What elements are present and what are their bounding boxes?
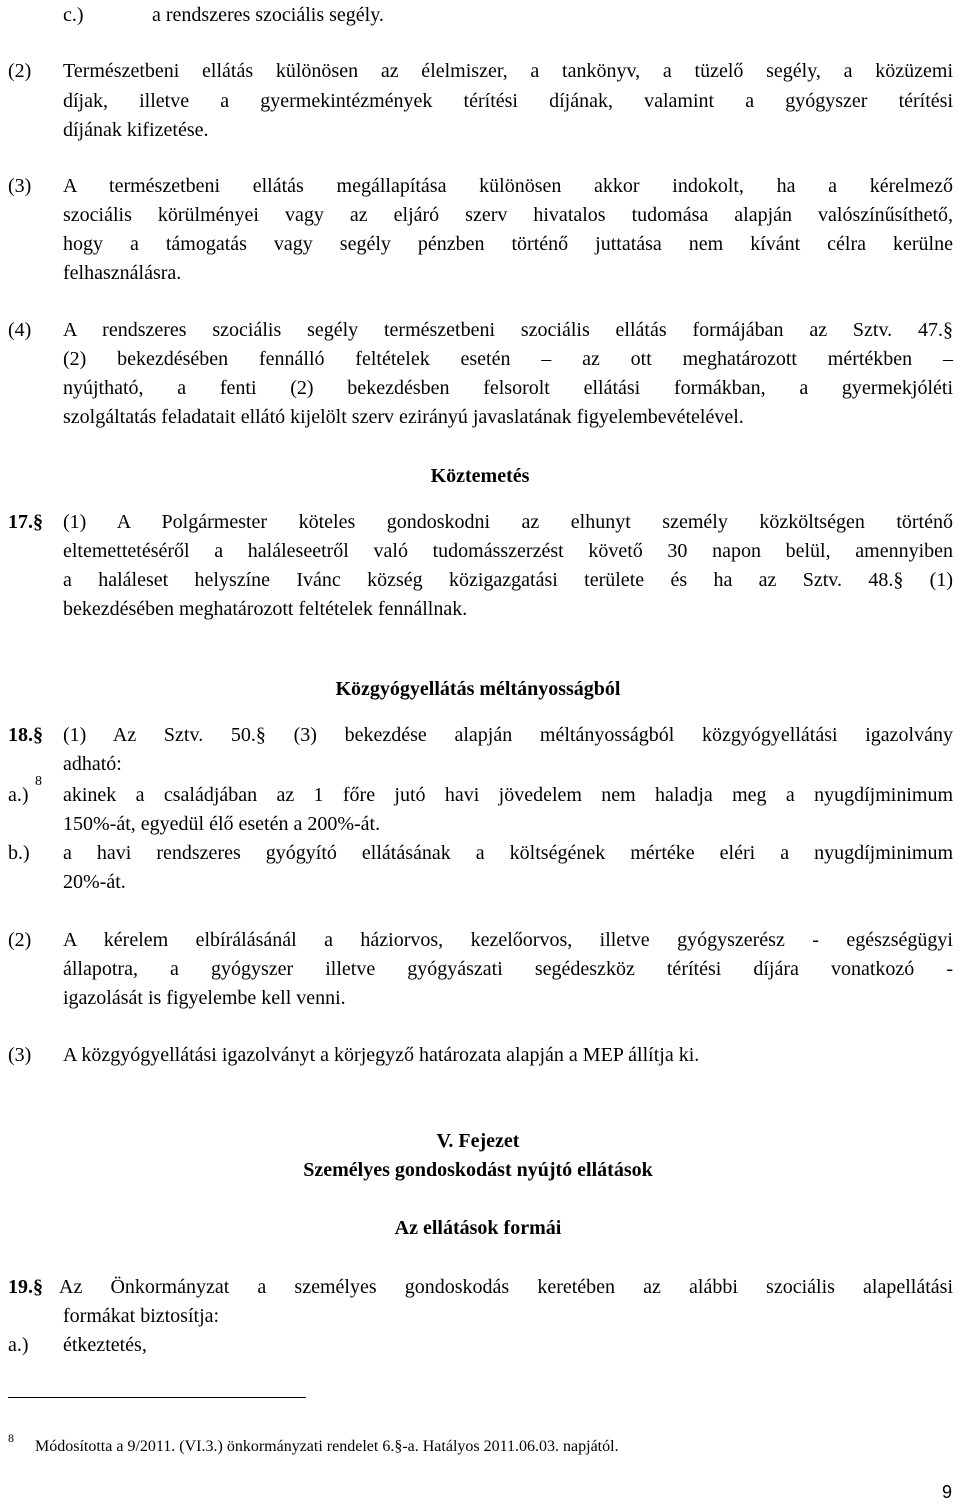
- item-label-a: a.): [8, 784, 29, 806]
- paragraph-4-line: A rendszeres szociális segély természetbeni szociális ellátás formájában az Sztv. 47.§: [63, 319, 953, 341]
- footnote-mark: 8: [8, 1431, 14, 1445]
- item-b-line: a havi rendszeres gyógyító ellátásának a költségének mértéke eléri a nyugdíjminimum: [63, 842, 953, 864]
- section-17-line: (1) A Polgármester köteles gondoskodni az elhunyt személy közköltségen történő: [63, 511, 953, 533]
- page-number: 9: [942, 1482, 953, 1502]
- section-number-19: 19.§: [8, 1276, 43, 1298]
- paragraph-4-line: szolgáltatás feladatait ellátó kijelölt szerv ezirányú javaslatának figyelembevételével.: [63, 406, 744, 428]
- paragraph-4-line: nyújtható, a fenti (2) bekezdésben felsorolt ellátási formákban, a gyermekjóléti: [63, 377, 953, 399]
- item-label-c: c.): [63, 4, 84, 26]
- paragraph-3-line: A természetbeni ellátás megállapítása különösen akkor indokolt, ha a kérelmező: [63, 175, 953, 197]
- section-heading-kozgyogyellatas: Közgyógyellátás méltányosságból: [335, 678, 621, 700]
- section-18-p3-line: A közgyógyellátási igazolványt a körjegyző határozata alapján a MEP állítja ki.: [63, 1044, 700, 1066]
- item-19-a-text: étkeztetés,: [63, 1334, 147, 1356]
- paragraph-label-4: (4): [8, 319, 32, 341]
- footnote-text: Módosította a 9/2011. (VI.3.) önkormányzati rendelet 6.§-a. Hatályos 2011.06.03. napjától.: [35, 1438, 619, 1455]
- item-b-line: 20%-át.: [63, 871, 126, 893]
- section-18-line: (1) Az Sztv. 50.§ (3) bekezdése alapján méltányosságból közgyógyellátási igazolvány: [63, 724, 953, 746]
- paragraph-4-line: (2) bekezdésében fennálló feltételek esetén – az ott meghatározott mértékben –: [63, 348, 953, 370]
- section-18-p2-line: állapotra, a gyógyszer illetve gyógyászati segédeszköz térítési díjára vonatkozó -: [63, 958, 953, 980]
- paragraph-2-line: Természetbeni ellátás különösen az élelmiszer, a tankönyv, a tüzelő segély, a közüzemi: [63, 60, 953, 82]
- section-19-line: Az Önkormányzat a személyes gondoskodás keretében az alábbi szociális alapellátási: [59, 1276, 953, 1298]
- paragraph-3-line: szociális körülményei vagy az eljáró szerv hivatalos tudomása alapján valószínűsíthető,: [63, 204, 953, 226]
- section-18-p2-line: A kérelem elbírálásánál a háziorvos, kezelőorvos, illetve gyógyszerész - egészségügyi: [63, 929, 953, 951]
- section-17-line: a haláleset helyszíne Ivánc község közigazgatási területe és ha az Sztv. 48.§ (1): [63, 569, 953, 591]
- section-18-line: adható:: [63, 753, 122, 775]
- item-a-line: 150%-át, egyedül élő esetén a 200%-át.: [63, 813, 381, 835]
- footnote-reference: 8: [35, 774, 42, 789]
- item-a-line: akinek a családjában az 1 főre jutó havi jövedelem nem haladja meg a nyugdíjminimum: [63, 784, 953, 806]
- paragraph-label-2: (2): [8, 60, 32, 82]
- item-text-c: a rendszeres szociális segély.: [152, 4, 384, 26]
- section-heading-koztemetes: Köztemetés: [430, 465, 530, 487]
- footnote-separator: [8, 1397, 306, 1398]
- paragraph-label-18-3: (3): [8, 1044, 32, 1066]
- paragraph-3-line: hogy a támogatás vagy segély pénzben történő juttatása nem kívánt célra kerülne: [63, 233, 953, 255]
- section-17-line: bekezdésében meghatározott feltételek fennállnak.: [63, 598, 468, 620]
- chapter-title: Személyes gondoskodást nyújtó ellátások: [303, 1159, 653, 1181]
- paragraph-2-line: díjak, illetve a gyermekintézmények térítési díjának, valamint a gyógyszer térítési: [63, 90, 953, 112]
- section-17-line: eltemettetéséről a haláleseetről való tudomásszerzést követő 30 napon belül, amennyiben: [63, 540, 953, 562]
- item-label-19-a: a.): [8, 1334, 29, 1356]
- chapter-number: V. Fejezet: [436, 1130, 520, 1152]
- chapter-subtitle: Az ellátások formái: [394, 1217, 562, 1239]
- paragraph-label-18-2: (2): [8, 929, 32, 951]
- section-19-line: formákat biztosítja:: [63, 1305, 220, 1327]
- paragraph-3-line: felhasználásra.: [63, 262, 182, 284]
- section-number-18: 18.§: [8, 724, 43, 746]
- paragraph-label-3: (3): [8, 175, 32, 197]
- section-number-17: 17.§: [8, 511, 43, 533]
- paragraph-2-line: díjának kifizetése.: [63, 119, 209, 141]
- section-18-p2-line: igazolását is figyelembe kell venni.: [63, 987, 346, 1009]
- item-label-b: b.): [8, 842, 30, 864]
